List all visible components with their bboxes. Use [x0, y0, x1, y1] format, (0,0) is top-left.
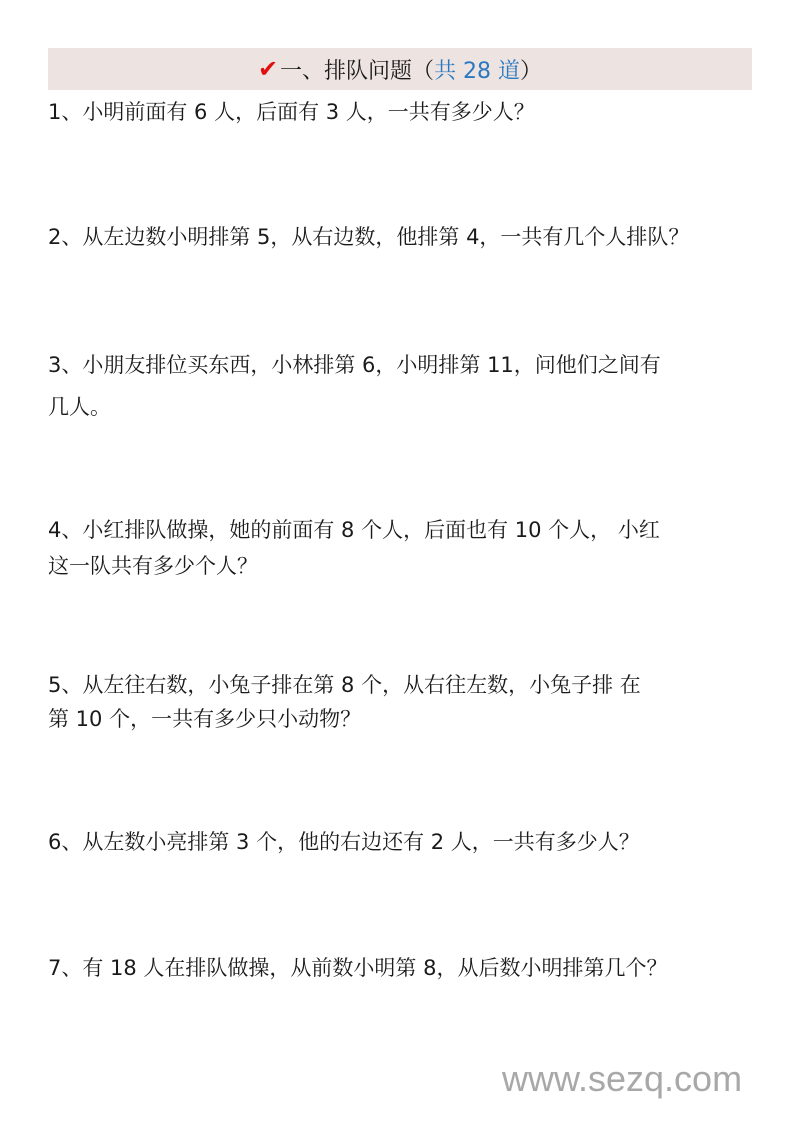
question-line: 2、从左边数小明排第 5，从右边数，他排第 4，一共有几个人排队？	[48, 225, 690, 249]
question-line: 第 10 个，一共有多少只小动物？	[48, 707, 362, 731]
question-line: 这一队共有多少个人？	[48, 554, 258, 578]
question-1	[48, 94, 758, 130]
question-line: 3、小朋友排位买东西，小林排第 6，小明排第 11，问他们之间有	[48, 353, 661, 377]
question-line: 几人。	[48, 395, 111, 419]
question-3	[48, 344, 758, 428]
question-line: 1、小明前面有 6 人，后面有 3 人，一共有多少人？	[48, 100, 535, 124]
question-6	[48, 824, 758, 860]
question-4	[48, 512, 758, 584]
question-line: 5、从左往右数，小兔子排在第 8 个，从右往左数，小兔子排 在	[48, 673, 641, 697]
question-line: 6、从左数小亮排第 3 个，他的右边还有 2 人，一共有多少人？	[48, 830, 640, 854]
question-line: 7、有 18 人在排队做操，从前数小明第 8，从后数小明排第几个？	[48, 956, 668, 980]
section-title-close: ）	[520, 58, 543, 84]
question-count: 共 28 道	[434, 58, 521, 84]
question-7	[48, 950, 758, 986]
question-5	[48, 668, 758, 736]
watermark: www.sezq.com	[502, 1058, 743, 1099]
question-line: 4、小红排队做操，她的前面有 8 个人，后面也有 10 个人， 小红	[48, 518, 660, 542]
check-icon: ✔	[257, 55, 279, 83]
section-title: 一、排队问题（	[280, 58, 435, 84]
section-header	[48, 48, 752, 90]
question-2	[48, 219, 758, 255]
